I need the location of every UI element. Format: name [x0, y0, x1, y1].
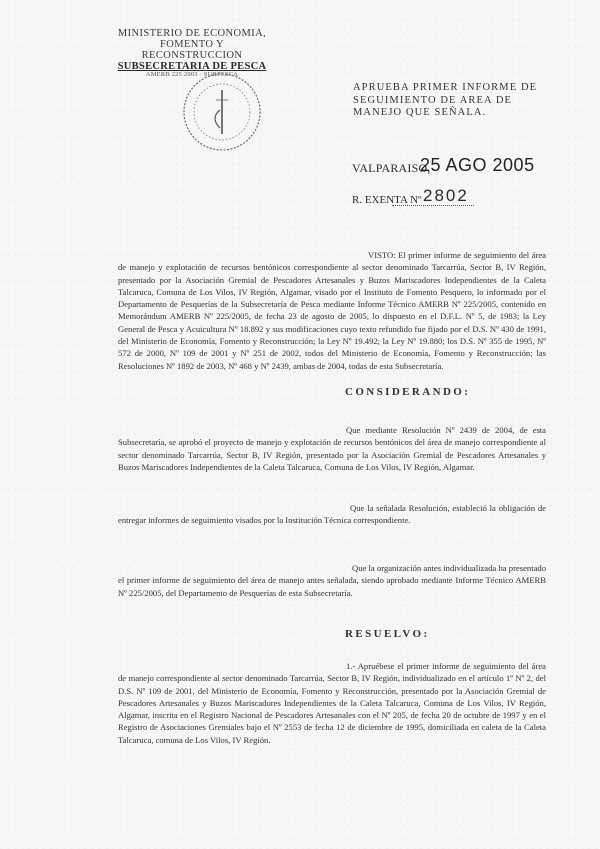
- header-line-subsecretaria: SUBSECRETARIA DE PESCA: [117, 61, 267, 73]
- header-line-code: AMERB 225 2003 · SUBPESCA: [145, 71, 239, 79]
- resuelvo-heading: RESUELVO:: [345, 628, 430, 640]
- considerando-heading: CONSIDERANDO:: [345, 386, 471, 398]
- header-line-ministry: MINISTERIO DE ECONOMIA,: [117, 28, 267, 39]
- exenta-number: 2802: [423, 186, 469, 205]
- place-label: VALPARAISO,: [352, 161, 431, 175]
- document-reference: APRUEBA PRIMER INFORME DE SEGUIMIENTO DE AREA DE MANEJO QUE SEÑALA.: [353, 82, 538, 119]
- exenta-label: R. EXENTA Nº: [352, 194, 422, 206]
- resuelvo-paragraph-1: 1.- Apruébese el primer informe de seguimiento del área de manejo correspondiente al sector denominado Tarcarrúa, Sector B, IV Región, individualizado en el artículo 1º Nº 2, del D.S. Nº 109 de 2001, del Ministerio de Economía, Fomento y Reconstrucción, presentado por la Asociación Gremial de Pescadores Artesanales y Buzos Mariscadores Independientes de la Caleta Talcaruca, Comuna de Los Vilos, IV Región, Algamar, inscrita en el Registro Nacional de Pescadores Artesanales con el Nº 205, de fecha 20 de octubre de 1997 y en el Registro de Asociaciones Gremiales bajo el Nº 2553 de fecha 12 de diciembre de 1995, domiciliada en caleta de la Caleta Talcaruca, comuna de Los Vilos, IV Región.: [118, 661, 546, 745]
- official-seal-stamp: [180, 70, 264, 154]
- considerando-paragraph-2: Que la señalada Resolución, estableció la obligación de entregar informes de seguimiento visados por la Institución Técnica correspondiente.: [118, 503, 546, 526]
- visto-paragraph: VISTO: El primer informe de seguimiento del área de manejo y explotación de recursos bentónicos correspondiente al sector denominado Tarcarrúa, Sector B, IV Región, presentado por la Asociación Gremial de Pescadores Artesanales y Buzos Mariscadores Independientes de la Caleta Talcaruca, Comuna de Los Vilos, IV Región, Algamar, visado por el Instituto de Fomento Pesquero, lo informado por el Departamento de Pesquerías de la Subsecretaría de Pesca mediante Informe Técnico AMERB Nº 225/2005, contenido en Memorándum AMERB Nº 225/2005, de fecha 23 de agosto de 2005, lo dispuesto en el D.F.L. Nº 5, de 1983; la Ley General de Pesca y Acuicultura Nº 18.892 y sus modificaciones cuyo texto refundido fue fijado por el D.S. Nº 430 de 1991, del Ministerio de Economía, Fomento y Reconstrucción; la Ley Nº 19.492; la Ley Nº 19.880; los D.S. Nº 355 de 1995, Nº 572 de 2000, Nº 109 de 2001 y Nº 251 de 2002, todos del Ministerio de Economía, Fomento y Reconstrucción; las Resoluciones Nº 1892 de 2003, Nº 468 y Nº 2439, ambas de 2004, todas de esta Subsecretaría.: [118, 250, 546, 371]
- date-stamp: 25 AGO 2005: [420, 155, 535, 175]
- header-line-fomento: FOMENTO Y RECONSTRUCCION: [141, 39, 243, 62]
- considerando-paragraph-3: Que la organización antes individualizada ha presentado el primer informe de seguimiento del área de manejo antes señalada, siendo aprobado mediante Informe Técnico AMERB Nº 225/2005, del Departamento de Pesquerías de esta Subsecretaría.: [118, 563, 546, 598]
- considerando-paragraph-1: Que mediante Resolución Nº 2439 de 2004, de esta Subsecretaría, se aprobó el proyecto de manejo y explotación de recursos bentónicos del área de manejo correspondiente al sector denominado Tarcarrúa, Sector B, IV Región, presentado por la Asociación Gremial de Pescadores Artesanales y Buzos Mariscadores Independientes de la Caleta Talcaruca, Comuna de Los Vilos, IV Región, Algamar.: [118, 425, 546, 472]
